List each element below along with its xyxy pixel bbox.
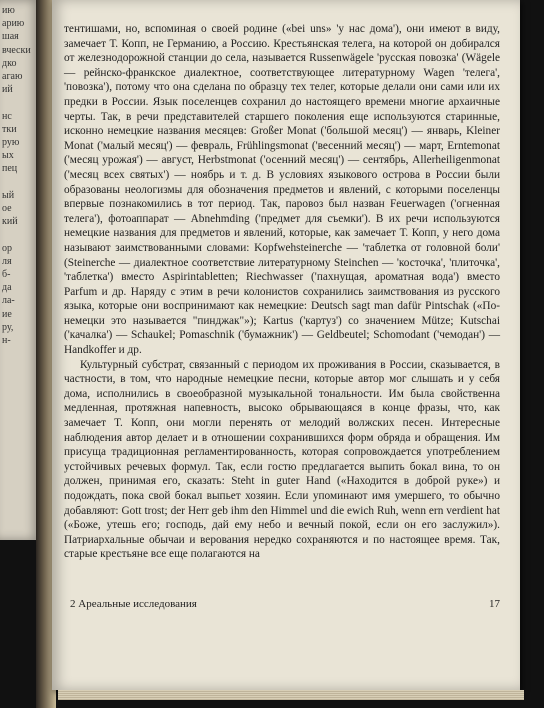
page-edge — [58, 690, 524, 700]
book-page — [52, 0, 520, 690]
paragraph-1: тентишами, но, вспоминая о своей родине («bei uns» 'у нас дома'), они имеют в виду, замечает Т. Копп, не Германию, а Россию. Крестьянская телега, на которой он добирался от железнодорожной станции до села, называется Russenwägele 'русская повозка' (Wägele — рейнско-франкское диалектное, соответствующее литературному Wagen 'телега', 'повозка'), потому что она сделана по образцу тех телег, которые делали они сами или их предки в России. Язык поселенцев сохранил до настоящего времени многие архаичные черты. Так, в речи представителей старшего поколения еще используются старинные, исконно немецкие названия месяцев: Großer Monat ('большой месяц') — январь, Kleiner Monat ('малый месяц') — февраль, Frühlingsmonat ('весенний месяц') — март, Erntemonat ('месяц урожая') — август, Herbstmonat ('осенний месяц') — сентябрь, Allerheiligenmonat ('месяц всех святых') — ноябрь и т. д. В условиях языкового острова в России были образованы неологизмы для обозначения предметов и явлений, с которыми поселенцы впервые познакомились в тот период. Так, паровоз был назван Feuerwagen ('огненная телега'), фотоаппарат — Abnehmding ('предмет для съемки'). В их речи используются немецкие названия для предметов и явлений, которые, как замечает Т. Копп, у него дома называют заимствованными словами: Kopfwehsteinerche — 'таблетка от головной боли' (Steinerche — диалектное соответствие литературному Steinchen — 'косточка', 'плиточка', 'таблетка') вместо Aspirintabletten; Riechwasser ('пахнущая, ароматная вода') вместо Parfum и др. Наряду с этим в речи колонистов сохранились заимствования из русского языка, которые они воспринимают как немецкие: Deutsch sagt man dafür Pintschak («По-немецки это называется "пинджак"»); Kartus ('картуз') со значением Mütze; Kutschai ('качалка') — Schaukel; Pomaschnik ('бумажник') — Geldbeutel; Schomodant ('чемодан') — Handkoffer и др. — [64, 23, 500, 357]
left-page-text: ию арию шая вчески дко агаю ий нс тки рую ых пец ый ое кий ор ля б- да ла- ие ру, н- — [2, 5, 31, 347]
left-page-fragment — [0, 0, 40, 540]
page-body — [64, 22, 500, 562]
paragraph-2: Культурный субстрат, связанный с периодом их проживания в России, сказывается, в частности, в том, что народные немецкие песни, которые автор мог слышать и у себя дома, исполнились в своеобразной музыкальной тональности. Им была свойственна медленная, протяжная напевность, высоко обрывающаяся в конце фразы, что, как замечает Т. Копп, они могли перенять от мелодий волжских песен. Интересные наблюдения автор делает и в отношении сохранившихся форм обряда и обращения. Им присуща традиционная регламентированность, которая сопровождается употреблением устойчивых речевых формул. Так, если гостю предлагается выпить бокал вина, то он должен, принимая его, сказать: Steht in guter Hand («Находится в доброй руке») и подождать, пока свой бокал выпьет хозяин. Если упоминают имя умершего, то обычно добавляют: Gott trost; der Herr geb ihm den Himmel und die ewich Ruh, wenn ern verdient hat («Боже, утешь его; господь, дай ему небо и вечный покой, если он его заслужил»). Патриархальные обычаи и верования нередко сохраняются и по настоящее время. Так, старые крестьяне все еще полагаются на — [64, 358, 500, 561]
page-footer — [64, 598, 500, 610]
page-number: 17 — [489, 598, 500, 610]
signature-mark: 2 Ареальные исследования — [70, 598, 197, 610]
